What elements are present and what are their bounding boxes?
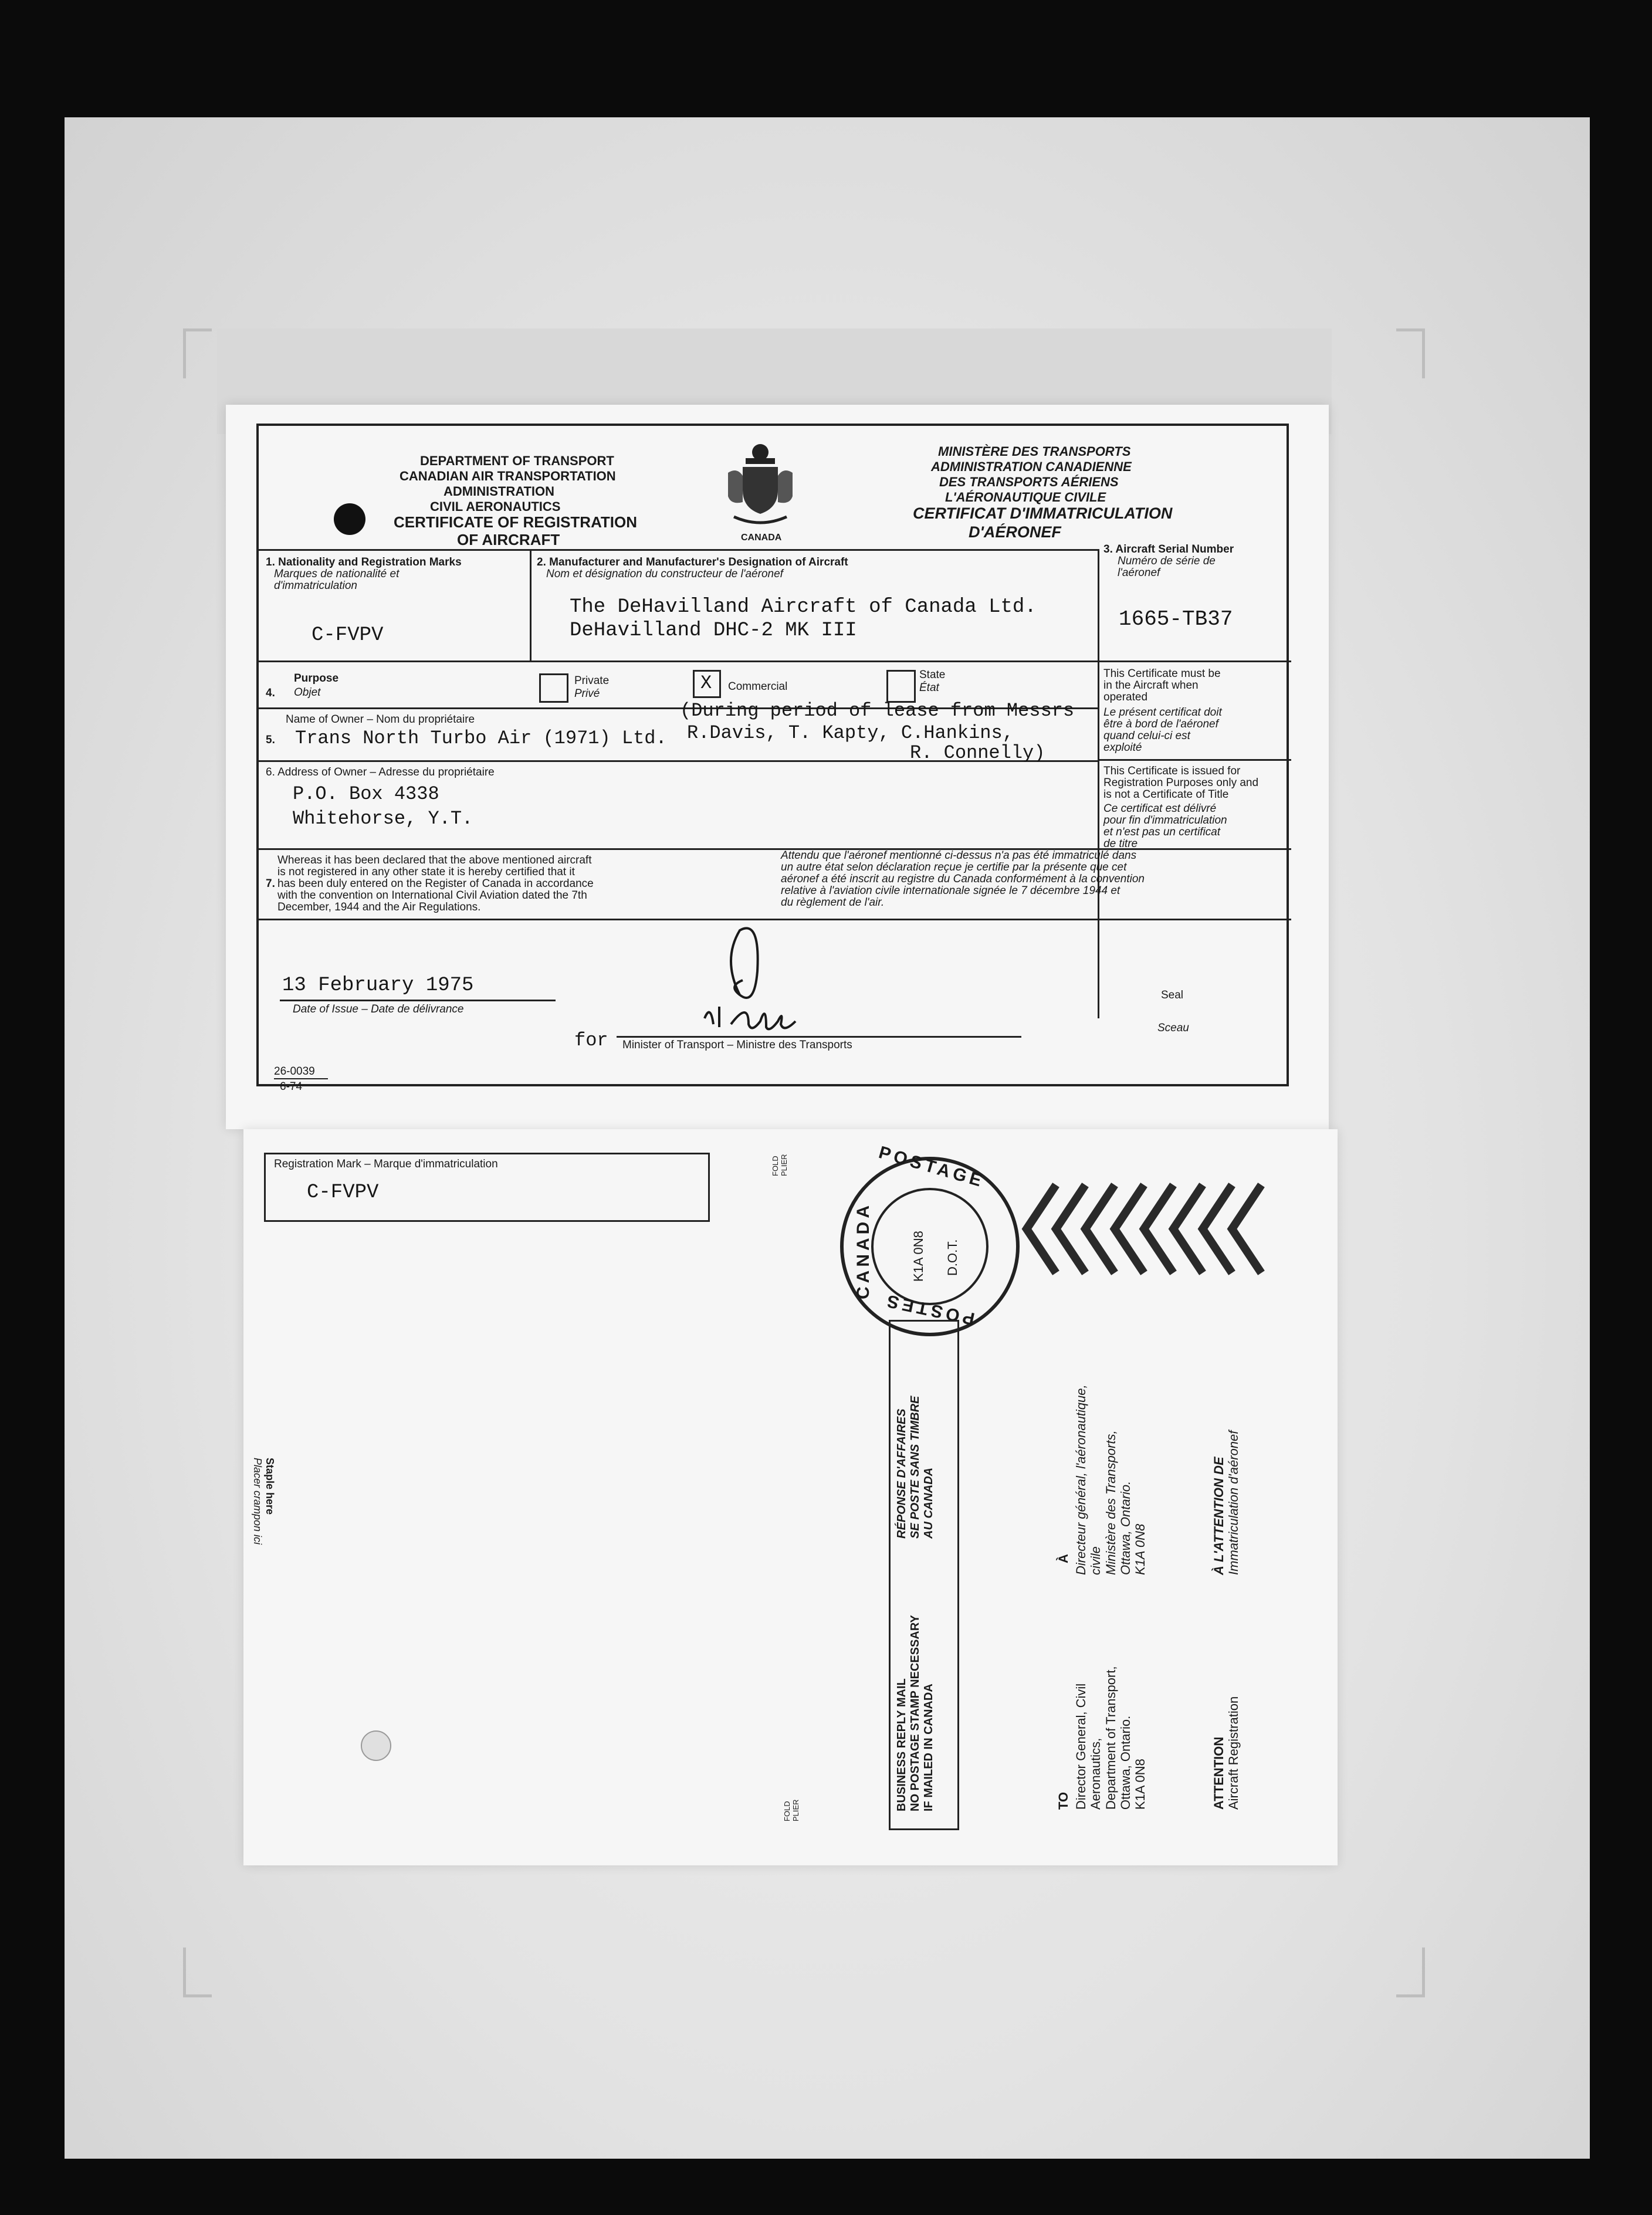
fold-label-en: FOLD [783, 1801, 791, 1821]
attention-en-block [1211, 1696, 1241, 1810]
declaration-fr-5: du règlement de l'air. [781, 896, 885, 909]
address-value-2: Whitehorse, Y.T. [293, 808, 473, 829]
address-fr-line-3: Ministère des Transports, [1103, 1430, 1118, 1575]
owner-number: 5. [266, 734, 275, 746]
manufacturer-label: 2. Manufacturer and Manufacturer's Designation of Aircraft [537, 556, 848, 568]
notice-must-carry-1: This Certificate must be [1103, 668, 1221, 680]
nationality-label-fr-1: Marques de nationalité et [274, 568, 400, 580]
crest-label: CANADA [741, 533, 782, 543]
dept-line-2: CANADIAN AIR TRANSPORTATION [400, 469, 616, 483]
dept-fr-line-2: ADMINISTRATION CANADIENNE [931, 459, 1132, 474]
postmark-code: K1A 0N8 [911, 1231, 926, 1282]
postmark-dot: D.O.T. [945, 1239, 960, 1276]
chevron-arrows-icon [1021, 1179, 1273, 1279]
address-fr-line-1: Directeur général, l'aéronautique, [1074, 1384, 1088, 1575]
address-value-1: P.O. Box 4338 [293, 783, 439, 805]
notice-must-carry-fr-1: Le présent certificat doit [1103, 706, 1222, 719]
registration-mark-value: C-FVPV [307, 1181, 379, 1204]
owner-note-2: R.Davis, T. Kapty, C.Hankins, [687, 722, 1014, 744]
owner-label: Name of Owner – Nom du propriétaire [286, 713, 475, 726]
commercial-label: Commercial [728, 680, 788, 693]
declaration-fr-4: relative à l'aviation civile internationale signée le 7 décembre 1944 et [781, 885, 1120, 897]
dept-fr-line-3: DES TRANSPORTS AÉRIENS [939, 475, 1119, 489]
notice-title-3: is not a Certificate of Title [1103, 788, 1229, 801]
nationality-label-fr-2: d'immatriculation [274, 580, 357, 592]
address-fr-block [1074, 1384, 1147, 1575]
address-en-block [1074, 1666, 1147, 1810]
serial-label: 3. Aircraft Serial Number [1103, 543, 1234, 556]
commercial-check-mark: X [700, 672, 712, 694]
staple-instruction [252, 1458, 276, 1545]
owner-note-3: R. Connelly) [910, 742, 1045, 764]
to-label: TO [1056, 1791, 1071, 1810]
dept-line-3: ADMINISTRATION [444, 484, 555, 499]
address-fr-line-5: K1A 0N8 [1133, 1523, 1148, 1575]
manufacturer-value-2: DeHavilland DHC-2 MK III [570, 619, 857, 642]
address-en-line-5: K1A 0N8 [1133, 1759, 1148, 1810]
address-en-line-3: Department of Transport, [1103, 1666, 1118, 1810]
attention-fr-block [1211, 1431, 1241, 1575]
notice-title-fr-3: et n'est pas un certificat [1103, 826, 1221, 838]
declaration-number: 7. [266, 878, 275, 890]
business-reply-box [889, 1320, 959, 1830]
crop-mark-bottom-left [183, 1948, 212, 1997]
notice-title-fr-4: de titre [1103, 838, 1138, 850]
for-label: for [574, 1029, 608, 1051]
postmark-bottom-text: POSTES [882, 1290, 977, 1329]
registration-mark-label: Registration Mark – Marque d'immatriculation [274, 1158, 498, 1170]
declaration-en-2: is not registered in any other state it is hereby certified that it [277, 866, 575, 878]
commercial-checkbox[interactable] [693, 670, 721, 698]
purpose-label: Purpose [294, 672, 339, 685]
reply-en-line-3: IF MAILED IN CANADA [922, 1684, 935, 1811]
dept-line-4: CIVIL AERONAUTICS [430, 499, 561, 514]
declaration-fr-3: aéronef a été inscrit au registre du Canada conformément à la convention [781, 873, 1145, 885]
crop-mark-top-left [183, 328, 212, 378]
punch-hole [334, 503, 365, 535]
state-label: State [919, 669, 946, 681]
fold-label-fr: PLIER [779, 1154, 788, 1176]
reply-fr-line-1: RÉPONSE D'AFFAIRES [895, 1408, 908, 1539]
punch-hole [361, 1730, 391, 1761]
title-fr-line-2: D'AÉRONEF [969, 523, 1061, 541]
title-fr-line-1: CERTIFICAT D'IMMATRICULATION [913, 504, 1173, 522]
staple-label-fr: Placer crampon ici [252, 1458, 264, 1545]
certificate-frame [256, 424, 1289, 1093]
dept-fr-line-1: MINISTÈRE DES TRANSPORTS [938, 444, 1131, 459]
nationality-label: 1. Nationality and Registration Marks [266, 556, 462, 568]
issue-date-label: Date of Issue – Date de délivrance [293, 1003, 464, 1015]
purpose-number: 4. [266, 687, 275, 699]
postmark-top-text: POSTAGE [876, 1142, 987, 1192]
state-label-fr: État [919, 682, 939, 694]
crop-mark-top-right [1396, 328, 1425, 378]
serial-label-fr-2: l'aéronef [1118, 567, 1160, 579]
staple-label-en: Staple here [264, 1458, 276, 1515]
reply-fr-line-2: SE POSTE SANS TIMBRE [909, 1396, 922, 1539]
state-checkbox[interactable] [886, 670, 916, 703]
dept-line-1: DEPARTMENT OF TRANSPORT [420, 453, 614, 468]
notice-title-2: Registration Purposes only and [1103, 777, 1259, 789]
issue-date: 13 February 1975 [282, 974, 474, 997]
fold-mark-bottom [783, 1799, 801, 1821]
declaration-en-1: Whereas it has been declared that the above mentioned aircraft [277, 854, 592, 866]
fold-label-en: FOLD [771, 1156, 780, 1176]
address-en-line-2: Aeronautics, [1088, 1738, 1103, 1810]
address-en-line-1: Director General, Civil [1074, 1683, 1088, 1810]
fold-mark-top [771, 1154, 789, 1176]
minister-label: Minister of Transport – Ministre des Transports [622, 1039, 852, 1051]
seal-label: Seal [1161, 989, 1184, 1001]
reply-en-block [895, 1615, 936, 1811]
address-fr-line-2: civile [1088, 1546, 1103, 1575]
notice-title-fr-1: Ce certificat est délivré [1103, 802, 1217, 815]
notice-must-carry-2: in the Aircraft when [1103, 679, 1199, 692]
attention-en-detail: Aircraft Registration [1226, 1696, 1241, 1810]
reply-fr-block [895, 1396, 936, 1539]
title-en-line-1: CERTIFICATE OF REGISTRATION [394, 513, 638, 531]
postmark-left-text: CANADA [854, 1202, 873, 1299]
registration-certificate [226, 405, 1329, 1129]
serial-label-fr-1: Numéro de série de [1118, 555, 1216, 567]
private-label: Private [574, 675, 610, 687]
address-label: 6. Address of Owner – Adresse du propriétaire [266, 766, 495, 778]
seal-label-fr: Sceau [1157, 1022, 1189, 1034]
owner-note-1: (During period of lease from Messrs [680, 700, 1075, 722]
notice-must-carry-fr-3: quand celui-ci est [1103, 730, 1190, 742]
notice-must-carry-3: operated [1103, 691, 1148, 703]
minister-signature-icon [669, 919, 822, 1042]
attention-fr-detail: Immatriculation d'aéronef [1226, 1430, 1241, 1575]
purpose-label-fr: Objet [294, 686, 321, 699]
declaration-en-4: with the convention on International Civil Aviation dated the 7th [277, 889, 587, 902]
private-label-fr: Privé [574, 687, 600, 700]
declaration-fr-2: un autre état selon déclaration reçue je certifie par la présente que cet [781, 861, 1127, 873]
serial-value: 1665-TB37 [1119, 607, 1233, 631]
address-en-line-4: Ottawa, Ontario. [1118, 1715, 1133, 1810]
registration-mark-box [264, 1153, 710, 1222]
notice-title-fr-2: pour fin d'immatriculation [1103, 814, 1227, 827]
manufacturer-label-fr: Nom et désignation du constructeur de l'aéronef [546, 568, 783, 580]
notice-must-carry-fr-4: exploité [1103, 741, 1142, 754]
title-en-line-2: OF AIRCRAFT [457, 531, 560, 548]
owner-value: Trans North Turbo Air (1971) Ltd. [295, 727, 667, 749]
registration-value: C-FVPV [312, 624, 384, 646]
private-checkbox[interactable] [539, 673, 568, 703]
form-number: 26-0039 [274, 1065, 315, 1078]
form-date: 6-74 [280, 1081, 303, 1093]
declaration-fr-1: Attendu que l'aéronef mentionné ci-dessus n'a pas été immatriculé dans [781, 849, 1137, 862]
business-reply-mailer [243, 1129, 1338, 1865]
dept-fr-line-4: L'AÉRONAUTIQUE CIVILE [945, 490, 1106, 504]
declaration-en-3: has been duly entered on the Register of Canada in accordance [277, 878, 594, 890]
fold-label-fr: PLIER [791, 1799, 800, 1821]
reply-en-line-1: BUSINESS REPLY MAIL [895, 1678, 908, 1811]
to-label-fr: À [1056, 1554, 1071, 1563]
declaration-en-5: December, 1944 and the Air Regulations. [277, 901, 481, 913]
attention-en-label: ATTENTION [1211, 1736, 1226, 1810]
address-fr-line-4: Ottawa, Ontario. [1118, 1481, 1133, 1575]
crop-mark-bottom-right [1396, 1948, 1425, 1997]
manufacturer-value-1: The DeHavilland Aircraft of Canada Ltd. [570, 596, 1037, 618]
attention-fr-label: À L'ATTENTION DE [1211, 1457, 1226, 1575]
canada-crest-icon [722, 438, 798, 531]
reply-fr-line-3: AU CANADA [922, 1467, 935, 1539]
notice-must-carry-fr-2: être à bord de l'aéronef [1103, 718, 1218, 730]
reply-en-line-2: NO POSTAGE STAMP NECESSARY [909, 1615, 922, 1811]
notice-title-1: This Certificate is issued for [1103, 765, 1241, 777]
